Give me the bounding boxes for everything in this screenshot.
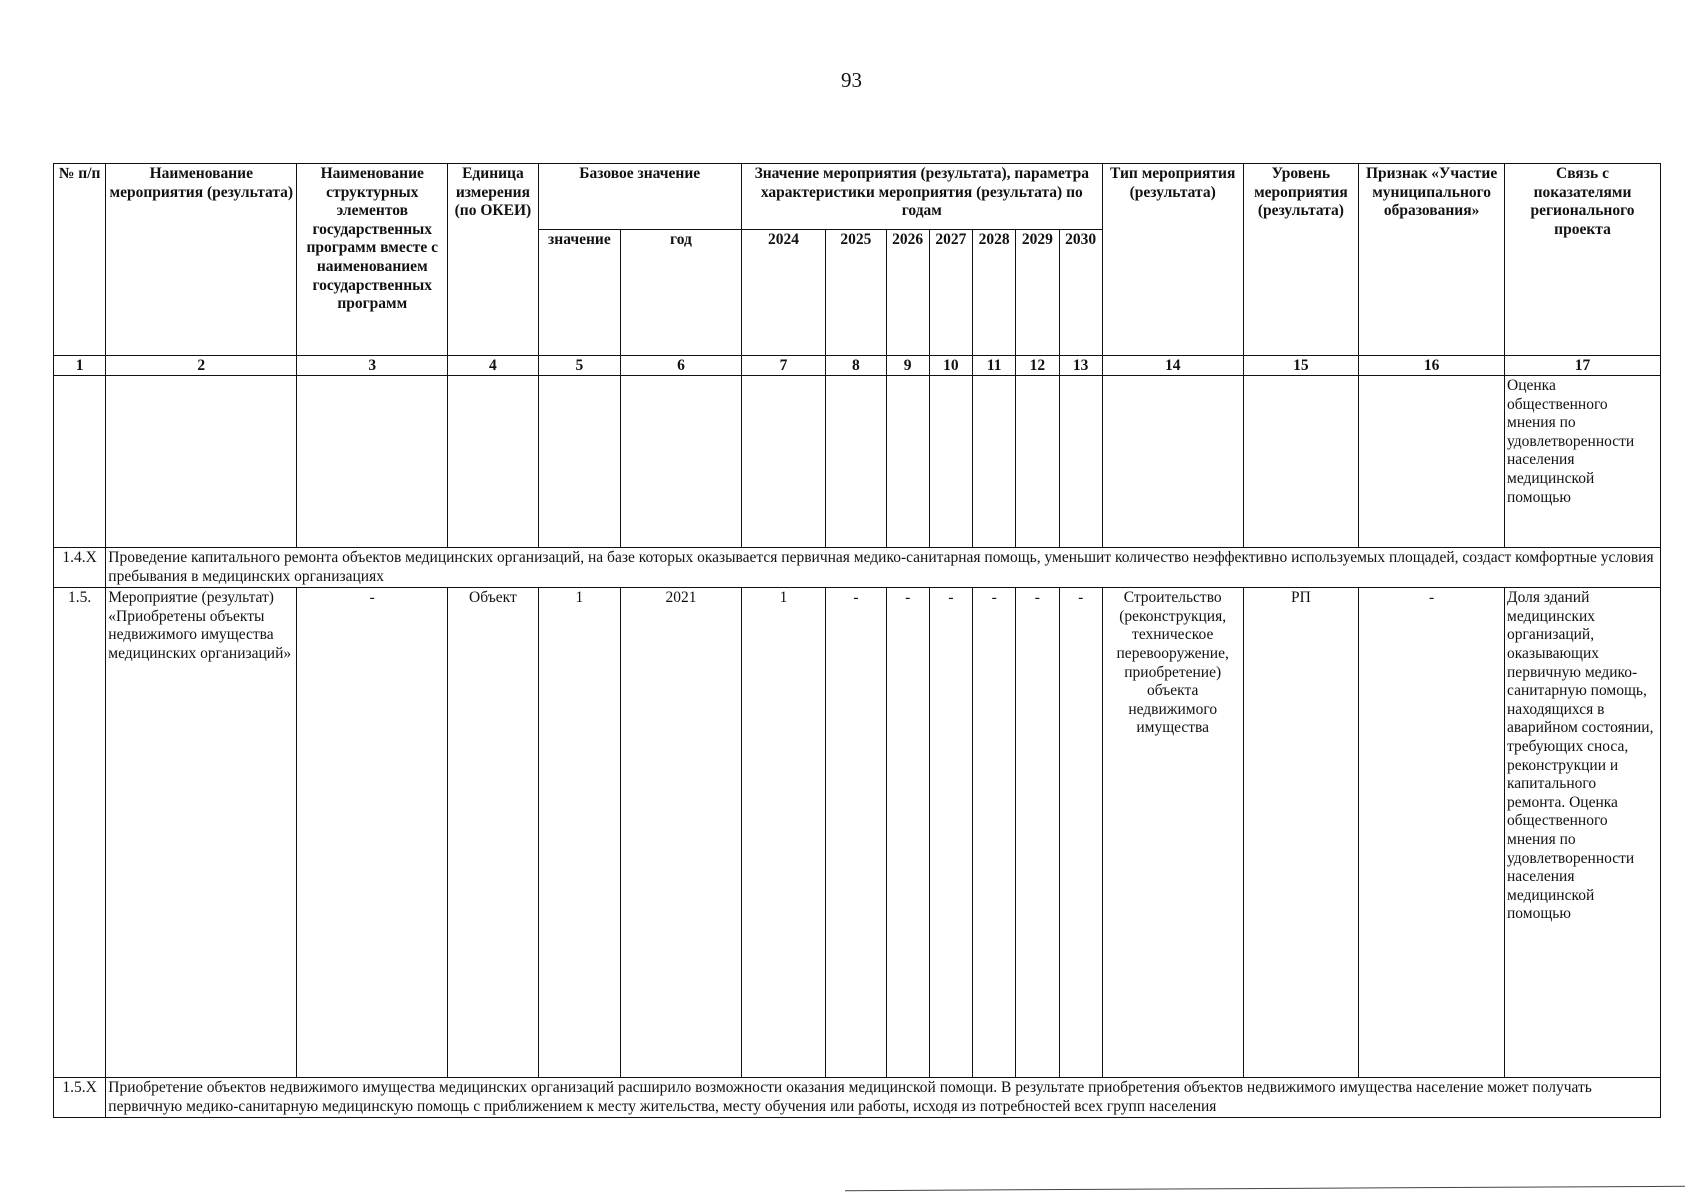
- column-numbers-row: [54, 356, 1661, 376]
- row-1-5-base-value: 1: [538, 588, 620, 1078]
- header-sign: Признак «Участие муниципального образования»: [1359, 164, 1505, 356]
- row-1-5-type: Строительство (реконструкция, техническое перевооружение, приобретение) объекта недвижимого имущества: [1102, 588, 1243, 1078]
- activities-table: [53, 163, 1661, 1118]
- page-number: 93: [841, 68, 862, 92]
- header-num: № п/п: [54, 164, 106, 356]
- header-year-2026: 2026: [886, 230, 929, 356]
- row-1-5-value-2024: 1: [741, 588, 825, 1078]
- col-num: 17: [1505, 356, 1661, 376]
- header-year-2028: 2028: [973, 230, 1016, 356]
- row-1-5: [54, 588, 1661, 1078]
- row-1-5-base-year: 2021: [621, 588, 742, 1078]
- row-1-5-x-text: Приобретение объектов недвижимого имущества медицинских организаций расширило возможности оказания медицинской помощи. В результате приобретения объектов недвижимого имущества население может получать первичную медико-санитарную медицинскую помощь с приближением к месту жительства, месту обучения или работы, исходя из потребностей всех групп населения: [106, 1078, 1661, 1118]
- col-num: 12: [1016, 356, 1059, 376]
- row-1-5-value-2028: -: [973, 588, 1016, 1078]
- col-num: 16: [1359, 356, 1505, 376]
- header-year-2030: 2030: [1059, 230, 1102, 356]
- header-year-2024: 2024: [741, 230, 825, 356]
- header-type: Тип мероприятия (результата): [1102, 164, 1243, 356]
- cont-link-cell: Оценка общественного мнения по удовлетворенности населения медицинской помощью: [1505, 376, 1661, 548]
- header-year-2029: 2029: [1016, 230, 1059, 356]
- bottom-rule: [845, 1186, 1685, 1191]
- col-num: 9: [886, 356, 929, 376]
- col-num: 8: [826, 356, 886, 376]
- header-year-2025: 2025: [826, 230, 886, 356]
- col-num: 2: [106, 356, 297, 376]
- row-1-4-x-num: 1.4.X: [54, 548, 106, 588]
- header-struct: Наименование структурных элементов государственных программ вместе с наименованием государственных программ: [297, 164, 448, 356]
- col-num: 11: [973, 356, 1016, 376]
- row-1-5-value-2029: -: [1016, 588, 1059, 1078]
- col-num: 4: [448, 356, 539, 376]
- row-1-5-sign: -: [1359, 588, 1505, 1078]
- col-num: 13: [1059, 356, 1102, 376]
- header-level: Уровень мероприятия (результата): [1243, 164, 1359, 356]
- col-num: 14: [1102, 356, 1243, 376]
- row-1-5-struct: -: [297, 588, 448, 1078]
- row-1-5-unit: Объект: [448, 588, 539, 1078]
- header-year-2027: 2027: [929, 230, 972, 356]
- header-name: Наименование мероприятия (результата): [106, 164, 297, 356]
- row-1-4-x: [54, 548, 1661, 588]
- row-1-4-x-text: Проведение капитального ремонта объектов медицинских организаций, на базе которых оказывается первичная медико-санитарная помощь, уменьшит количество неэффективно используемых площадей, создаст комфортные условия пребывания в медицинских организациях: [106, 548, 1661, 588]
- row-1-5-x-num: 1.5.X: [54, 1078, 106, 1118]
- col-num: 3: [297, 356, 448, 376]
- col-num: 1: [54, 356, 106, 376]
- col-num: 6: [621, 356, 742, 376]
- row-1-5-link: Доля зданий медицинских организаций, оказывающих первичную медико-санитарную помощь, находящихся в аварийном состоянии, требующих сноса, реконструкции и капитального ремонта. Оценка общественного мнения по удовлетворенности населения медицинской помощью: [1505, 588, 1661, 1078]
- row-1-5-value-2027: -: [929, 588, 972, 1078]
- header-base-value: значение: [538, 230, 620, 356]
- header-values: Значение мероприятия (результата), параметра характеристики мероприятия (результата) по годам: [741, 164, 1102, 230]
- header-base: Базовое значение: [538, 164, 741, 230]
- row-1-5-value-2025: -: [826, 588, 886, 1078]
- header-link: Связь с показателями регионального проекта: [1505, 164, 1661, 356]
- row-1-5-num: 1.5.: [54, 588, 106, 1078]
- header-unit: Единица измерения (по ОКЕИ): [448, 164, 539, 356]
- col-num: 10: [929, 356, 972, 376]
- row-1-5-value-2030: -: [1059, 588, 1102, 1078]
- col-num: 5: [538, 356, 620, 376]
- col-num: 7: [741, 356, 825, 376]
- row-1-5-value-2026: -: [886, 588, 929, 1078]
- continuation-row: [54, 376, 1661, 548]
- header-base-year: год: [621, 230, 742, 356]
- col-num: 15: [1243, 356, 1359, 376]
- row-1-5-x: [54, 1078, 1661, 1118]
- row-1-5-level: РП: [1243, 588, 1359, 1078]
- row-1-5-name: Мероприятие (результат) «Приобретены объекты недвижимого имущества медицинских организаций»: [106, 588, 297, 1078]
